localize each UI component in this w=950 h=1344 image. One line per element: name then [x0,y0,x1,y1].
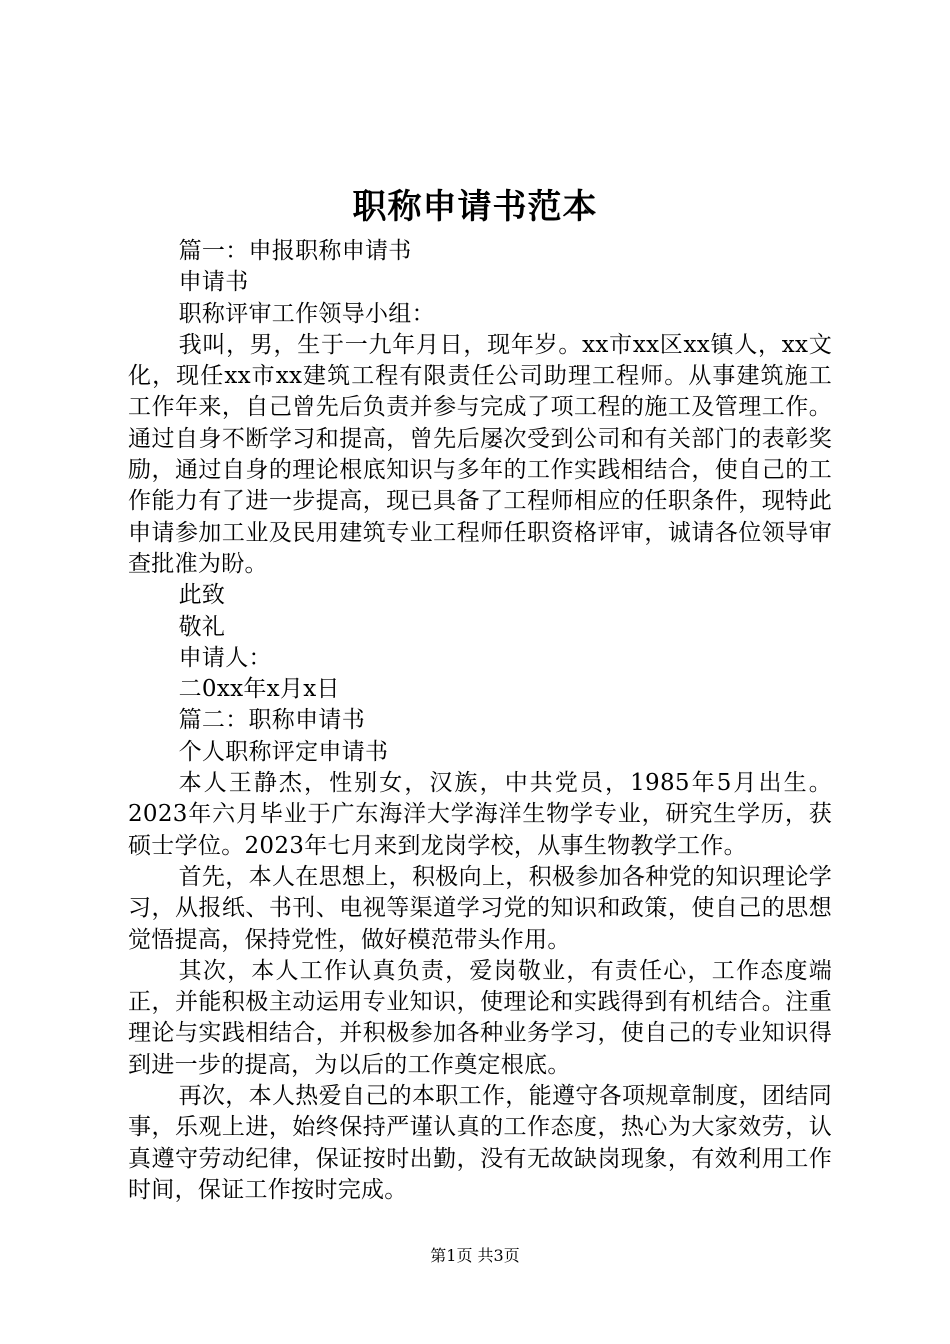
body-paragraph: 首先，本人在思想上，积极向上，积极参加各种党的知识理论学习，从报纸、书刊、电视等渠道学习党的知识和政策，使自己的思想觉悟提高，保持党性，做好模范带头作用。 [128,863,832,953]
body-paragraph: 我叫，男，生于一九年月日，现年岁。xx市xx区xx镇人，xx文化，现任xx市xx建筑工程有限责任公司助理工程师。从事建筑施工工作年来，自己曾先后负责并参与完成了项工程的施工及管理工作。通过自身不断学习和提高，曾先后屡次受到公司和有关部门的表彰奖励，通过自身的理论根底知识与多年的工作实践相结合，使自己的工作能力有了进一步提高，现已具备了工程师相应的任职条件，现特此申请参加工业及民用建筑专业工程师任职资格评审，诚请各位领导审查批准为盼。 [128,331,832,577]
letter-addressee: 职称评审工作领导小组： [178,300,435,327]
date-line: 二0xx年x月x日 [178,676,340,703]
closing-line: 此致 [178,582,226,609]
document-body [128,236,832,1206]
body-paragraph: 其次，本人工作认真负责，爱岗敬业，有责任心，工作态度端正，并能积极主动运用专业知识，使理论和实践得到有机结合。注重理论与实践相结合，并积极参加各种业务学习，使自己的专业知识得到进一步的提高，为以后的工作奠定根底。 [128,957,832,1078]
document-title: 职称申请书范本 [352,187,598,227]
applicant-line: 申请人： [178,644,272,671]
page-footer: 第1页 共3页 [430,1246,520,1265]
closing-salutation: 敬礼 [178,613,226,640]
body-paragraph: 本人王静杰，性别女，汉族，中共党员，1985年5月出生。2023年六月毕业于广东海洋大学海洋生物学专业，研究生学历，获硕士学位。2023年七月来到龙岗学校，从事生物教学工作。 [128,770,832,859]
section-heading-1: 篇一：申报职称申请书 [178,238,412,264]
subheading: 个人职称评定申请书 [178,738,389,765]
section-heading-2: 篇二：职称申请书 [178,707,365,734]
letter-heading: 申请书 [178,269,249,296]
body-paragraph: 再次，本人热爱自己的本职工作，能遵守各项规章制度，团结同事，乐观上进，始终保持严谨认真的工作态度，热心为大家效劳，认真遵守劳动纪律，保证按时出勤，没有无故缺岗现象，有效利用工作时间，保证工作按时完成。 [128,1083,832,1203]
